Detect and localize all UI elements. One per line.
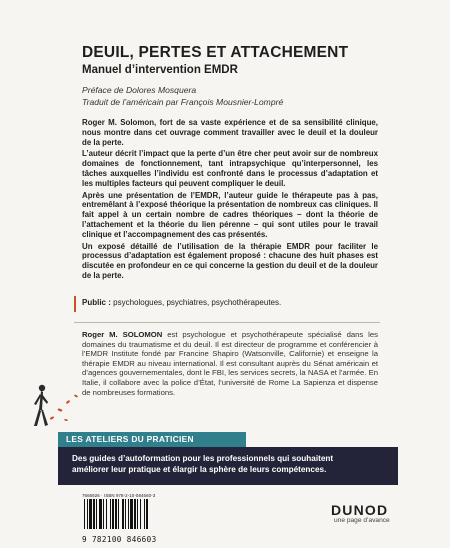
book-title: DEUIL, PERTES ET ATTACHEMENT xyxy=(82,44,349,61)
collection-tagline xyxy=(58,447,398,485)
divider xyxy=(74,322,380,323)
description-paragraph: Un exposé détaillé de l’utilisation de la thérapie EMDR pour faciliter le processus d’adaptation est également proposé : chacune des huit phases est discutée en profondeur en ce qui concerne la gestion du deuil et de la douleur de la perte. xyxy=(82,241,378,280)
collection-tagline-line: Des guides d’autoformation pour les professionnels qui souhaitent xyxy=(72,454,334,463)
author-name: Roger M. SOLOMON xyxy=(82,330,163,339)
book-description xyxy=(82,118,378,283)
preface-credit: Préface de Dolores Mosquera xyxy=(82,85,197,95)
barcode-block xyxy=(82,493,176,544)
barcode-number: 9 782100 846603 xyxy=(82,535,157,544)
audience-line xyxy=(74,296,281,312)
description-paragraph: Après une présentation de l’EMDR, l’auteur guide le thérapeute pas à pas, entremêlant à l’exposé théorique la présentation de nombreux cas cliniques. Il fait appel à un certain nombre de cadres théoriques – dont la théorie de l’attachement et la théorie du lien pérenne – qui sont utiles pour le travail clinique et l’accompagnement des cas présentés. xyxy=(82,190,378,239)
audience-text: psychologues, psychiatres, psychothérapeutes. xyxy=(110,298,282,307)
publisher-tagline: une page d’avance xyxy=(334,517,390,524)
falling-petals-illustration xyxy=(46,388,106,428)
book-subtitle: Manuel d’intervention EMDR xyxy=(82,64,238,76)
collection-name: LES ATELIERS DU PRATICIEN xyxy=(58,432,246,447)
credits xyxy=(82,84,283,108)
isbn-caption: 7666926 · ISBN 978-2-10-084660-3 xyxy=(82,493,156,498)
barcode-icon xyxy=(82,499,176,531)
publisher-logo: DUNOD xyxy=(331,502,389,518)
translation-credit: Traduit de l’américain par François Mousnier-Lompré xyxy=(82,97,284,107)
audience-label: Public : xyxy=(82,298,111,307)
author-bio xyxy=(82,330,378,397)
description-paragraph: L’auteur décrit l’impact que la perte d’un être cher peut avoir sur de nombreux domaines de fonctionnement, tant intrapsychique qu’interpersonnel, les tâches auxquelles l’individu est confronté dans le processus d’adaptation et les multiples facteurs qui peuvent compliquer le deuil. xyxy=(82,149,378,188)
collection-tagline-line: améliorer leur pratique et élargir la sphère de leurs compétences. xyxy=(72,464,327,474)
author-bio-text: est psychologue et psychothérapeute spécialisé dans les domaines du traumatisme et du deuil. Il est directeur de programme et conférencier à l’EMDR Institute fondé par Francine Shapiro (Watsonville, Californie) et enseigne la thérapie EMDR au niveau international. Il est consultant auprès du Sénat américain et d’agences gouvernementales, dont le FBI, les services secrets, la NASA et l’armée. En Italie, il collabore avec la police d’État, l’université de Rome La Sapienza et dispense de nombreuses formations. xyxy=(82,330,379,397)
description-paragraph: Roger M. Solomon, fort de sa vaste expérience et de sa sensibilité clinique, nous montre dans cet ouvrage comment travailler avec le deuil et la douleur de la perte. xyxy=(82,118,378,147)
